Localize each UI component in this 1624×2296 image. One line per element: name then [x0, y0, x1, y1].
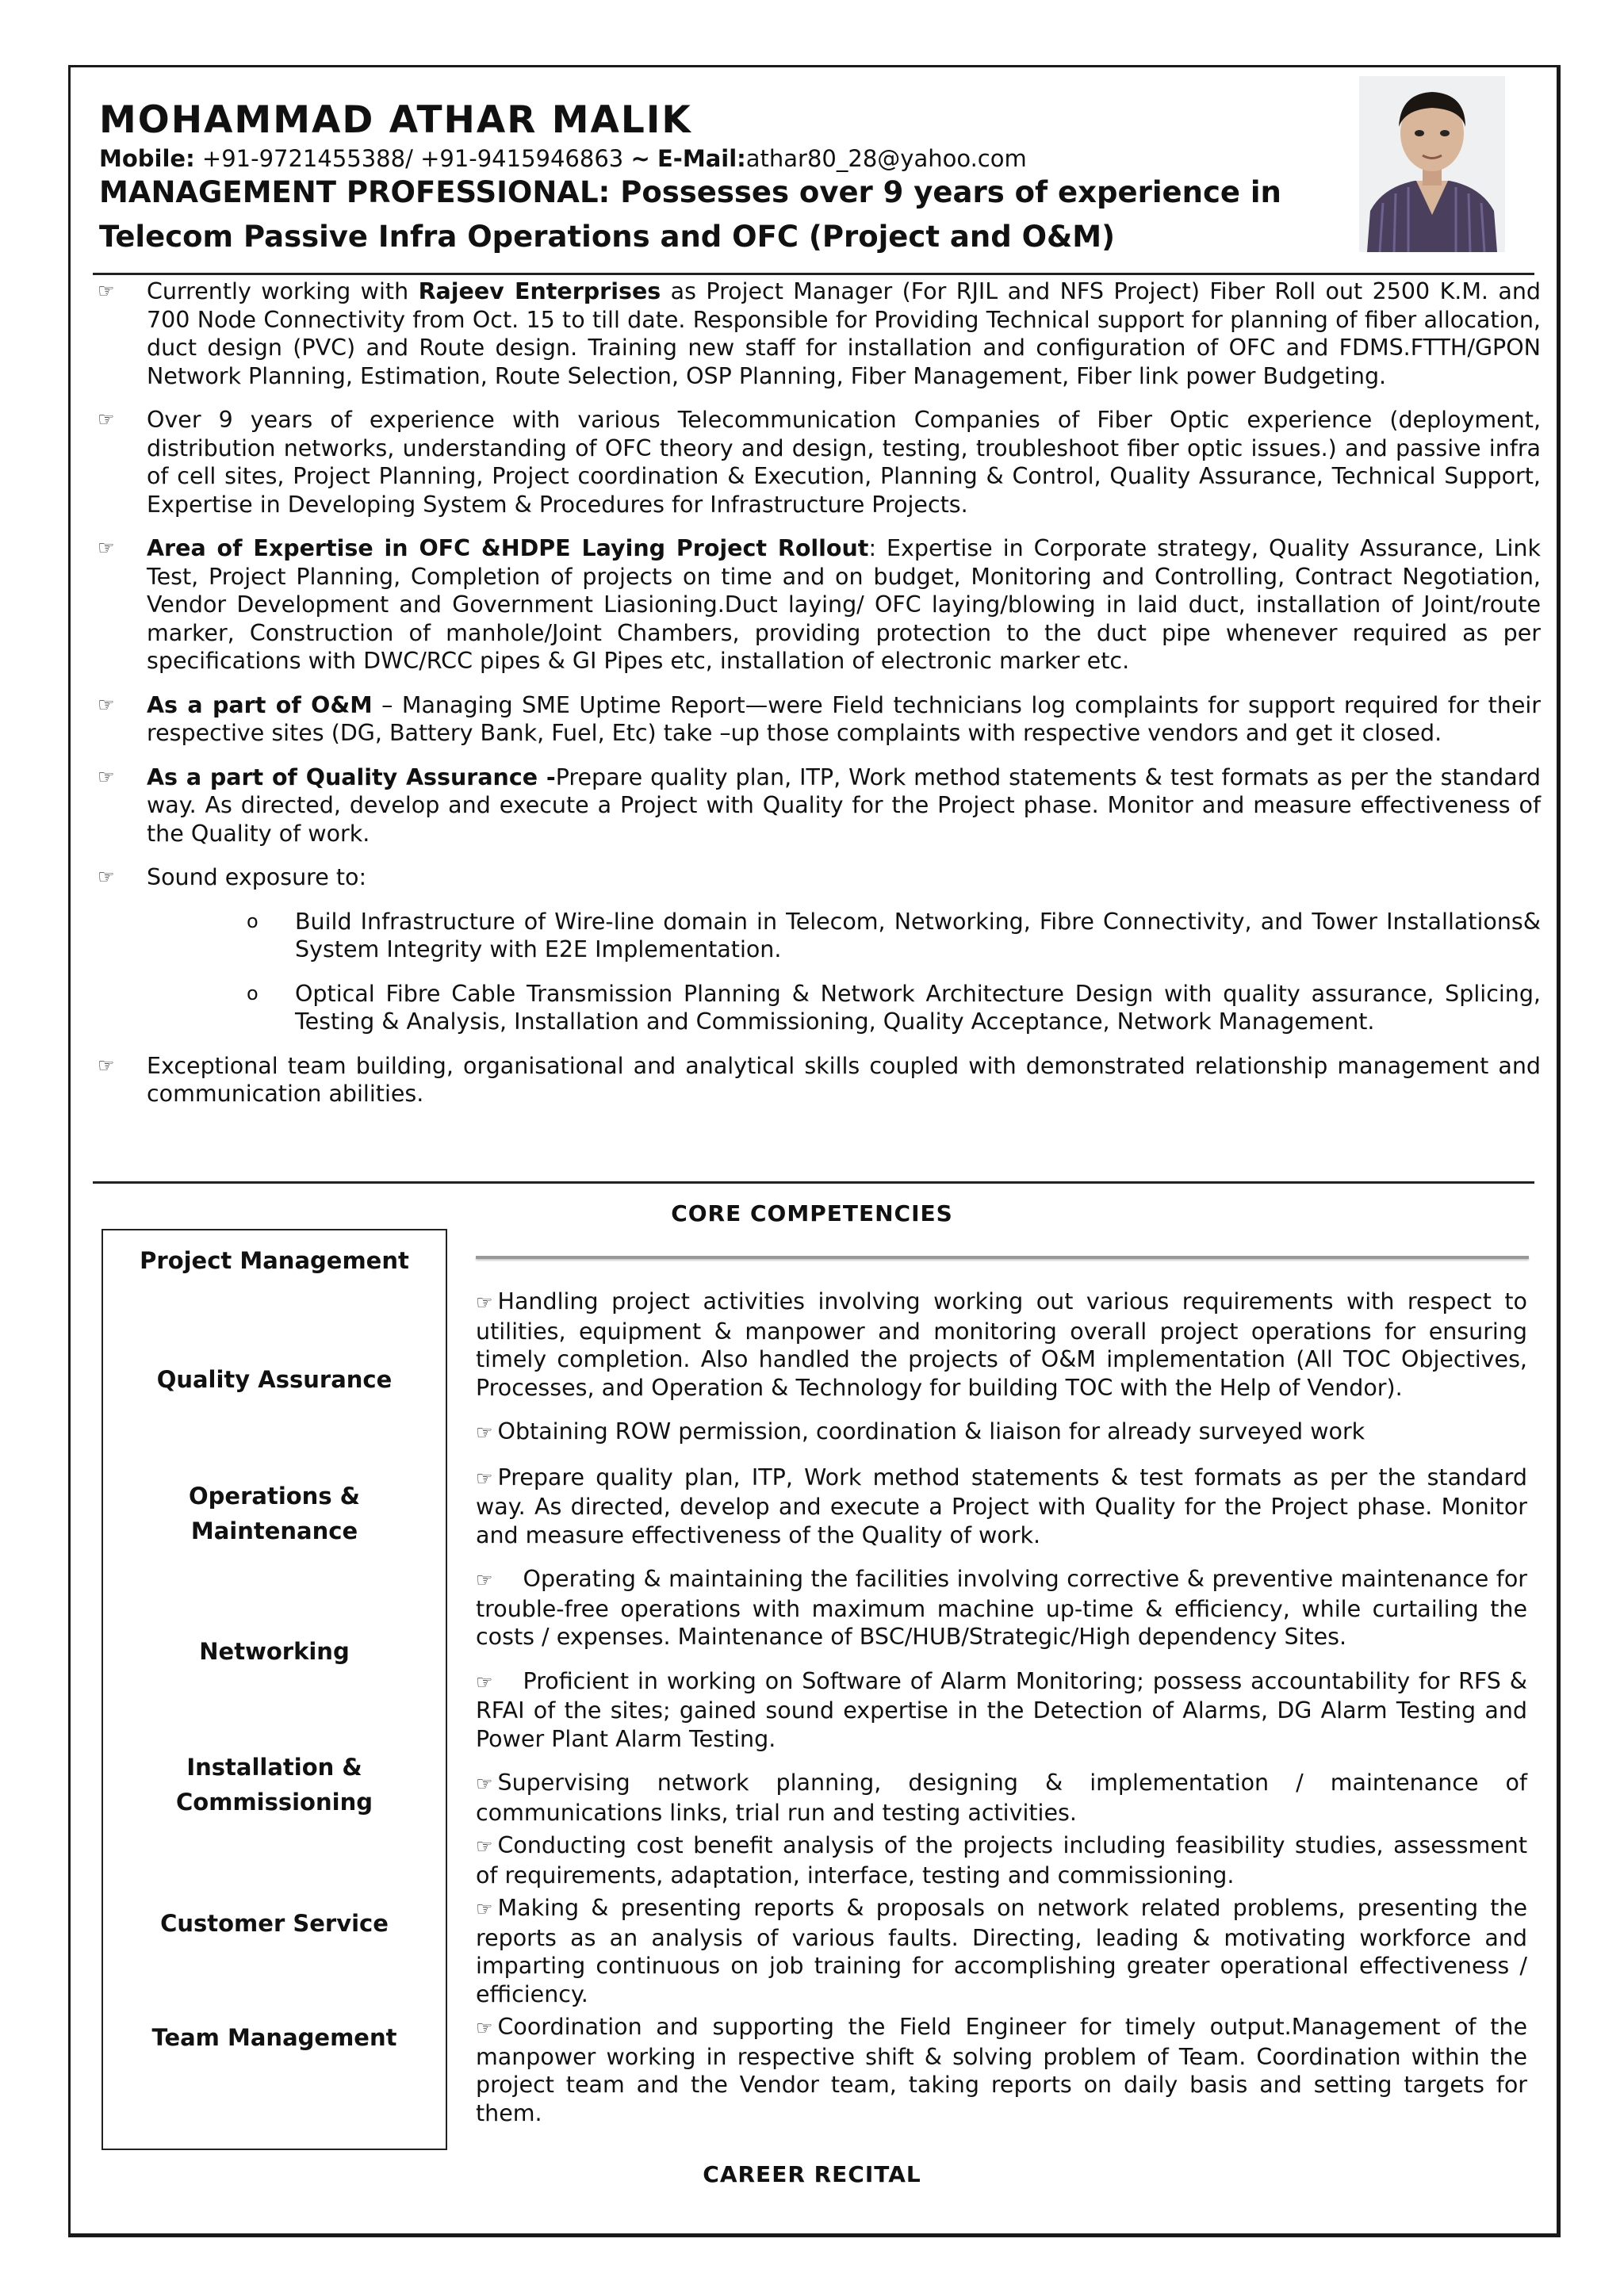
- section-divider: [93, 1181, 1534, 1184]
- competency-item: ☞ Operating & maintaining the facilities involving corrective & preventive maintenance for trouble-free operations with maximum machine up-time & efficiency, while curtailing the costs / expenses. Maintenance of BSC/HUB/Strategic/High dependency Sites.: [476, 1566, 1527, 1650]
- pointing-hand-icon: ☞: [98, 280, 115, 302]
- skill-quality-assurance: Quality Assurance: [156, 1366, 393, 1393]
- competency-item: ☞ Coordination and supporting the Field Engineer for timely output.Management of the manpower working in respective shift & solving problem of Team. Coordination within the project team and the Vendor team, taking reports on daily basis and setting targets for them.: [476, 2014, 1527, 2126]
- competency-item: ☞ Prepare quality plan, ITP, Work method statements & test formats as per the standard way. As directed, develop and execute a Project with Quality for the Project phase. Monitor and measure effectiveness of the Quality of work.: [476, 1464, 1527, 1548]
- mobile-numbers: +91-9721455388/ +91-9415946863: [201, 145, 624, 172]
- pointing-hand-icon: ☞: [476, 1422, 493, 1444]
- summary-subitem: o Build Infrastructure of Wire-line domain in Telecom, Networking, Fibre Connectivity, and Tower Installations& System Integrity with E2E Implementation.: [247, 908, 1541, 962]
- pointing-hand-icon: ☞: [476, 2017, 493, 2039]
- mobile-label: Mobile:: [99, 145, 195, 172]
- email-address[interactable]: athar80_28@yahoo.com: [745, 145, 1027, 172]
- core-divider: [476, 1256, 1529, 1259]
- summary-item: ☞ Sound exposure to:: [98, 864, 367, 890]
- core-competencies-list: [476, 1288, 1527, 2132]
- summary-item: ☞ Over 9 years of experience with various Telecommunication Companies of Fiber Optic experience (deployment, distribution networks, understanding of OFC theory and design, testing, troubleshoot fiber optic issues.) and passive infra of cell sites, Project Planning, Project coordination & Execution, Planning & Control, Quality Assurance, Technical Support, Expertise in Developing System & Procedures for Infrastructure Projects.: [98, 407, 1541, 518]
- pointing-hand-icon: ☞: [476, 1835, 493, 1858]
- contact-line: [99, 145, 1027, 172]
- skill-networking: Networking: [199, 1638, 350, 1665]
- skill-installation-commissioning: Installation & Commissioning: [176, 1754, 373, 1816]
- profile-summary: [93, 277, 1541, 1124]
- skill-customer-service: Customer Service: [160, 1910, 389, 1937]
- pointing-hand-icon: ☞: [476, 1670, 493, 1693]
- core-competencies-heading: CORE COMPETENCIES: [671, 1200, 953, 1226]
- pointing-hand-icon: ☞: [98, 866, 115, 888]
- professional-headline: [99, 170, 1336, 259]
- headline-line-1: MANAGEMENT PROFESSIONAL: Possesses over 9 years of experience in: [99, 175, 1281, 209]
- competency-item: ☞ Supervising network planning, designing & implementation / maintenance of communications links, trial run and testing activities.: [476, 1770, 1527, 1826]
- skill-operations-maintenance: Operations & Maintenance: [189, 1483, 360, 1544]
- skill-team-management: Team Management: [151, 2024, 397, 2051]
- header-divider: [93, 273, 1534, 275]
- pointing-hand-icon: ☞: [476, 1773, 493, 1795]
- competency-item: ☞ Making & presenting reports & proposals on network related problems, presenting the reports as an analysis of various faults. Directing, leading & motivating workforce and imparting continuous on job training for accomplishing greater operational effectiveness / efficiency.: [476, 1895, 1527, 2007]
- employer-name: Rajeev Enterprises: [418, 278, 661, 304]
- pointing-hand-icon: ☞: [476, 1569, 493, 1591]
- competency-item: ☞ Handling project activities involving working out various requirements with respect to utilities, equipment & manpower and monitoring overall project operations for ensuring timely completion. Also handled the projects of O&M implementation (All TOC Objectives, Processes, and Operation & Technology for building TOC with the Help of Vendor).: [476, 1288, 1527, 1401]
- candidate-name: MOHAMMAD ATHAR MALIK: [99, 98, 692, 142]
- profile-photo: [1359, 76, 1505, 252]
- pointing-hand-icon: ☞: [476, 1467, 493, 1490]
- pointing-hand-icon: ☞: [476, 1292, 493, 1314]
- headline-line-2: Telecom Passive Infra Operations and OFC (Project and O&M): [99, 220, 1116, 254]
- pointing-hand-icon: ☞: [98, 765, 115, 788]
- email-label: E-Mail:: [657, 145, 746, 172]
- pointing-hand-icon: ☞: [98, 408, 115, 430]
- pointing-hand-icon: ☞: [98, 1054, 115, 1077]
- skill-project-management: Project Management: [140, 1247, 409, 1274]
- circle-bullet-icon: o: [247, 909, 259, 932]
- competency-item: ☞ Conducting cost benefit analysis of the projects including feasibility studies, assessment of requirements, adaptation, interface, testing and commissioning.: [476, 1832, 1527, 1888]
- profile-photo-illustration: [1359, 76, 1505, 252]
- summary-item: ☞ Currently working with Rajeev Enterprises as Project Manager (For RJIL and NFS Project) Fiber Roll out 2500 K.M. and 700 Node Connectivity from Oct. 15 to till date. Responsible for Providing Technical support for planning of fiber allocation, duct design (PVC) and Route design. Training new staff for installation and configuration of OFC and FDMS.FTTH/GPON Network Planning, Estimation, Route Selection, OSP Planning, Fiber Management, Fiber link power Budgeting.: [98, 278, 1541, 389]
- contact-separator: ~: [630, 145, 650, 172]
- summary-subitem: o Optical Fibre Cable Transmission Planning & Network Architecture Design with quality assurance, Splicing, Testing & Analysis, Installation and Commissioning, Quality Acceptance, Network Management.: [247, 980, 1541, 1035]
- competency-item: ☞ Obtaining ROW permission, coordination & liaison for already surveyed work: [476, 1418, 1365, 1445]
- skills-box: [102, 1229, 447, 2150]
- pointing-hand-icon: ☞: [476, 1898, 493, 1920]
- career-recital-heading: CAREER RECITAL: [703, 2161, 921, 2187]
- summary-item: ☞ Area of Expertise in OFC &HDPE Laying Project Rollout: Expertise in Corporate strategy, Quality Assurance, Link Test, Project Planning, Completion of projects on time and on budget, Monitoring and Controlling, Contract Negotiation, Vendor Development and Government Liasioning.Duct laying/ OFC laying/blowing in laid duct, installation of Joint/route marker, Construction of manhole/Joint Chambers, providing protection to the duct pipe whenever required as per specifications with DWC/RCC pipes & GI Pipes etc, installation of electronic marker etc.: [98, 535, 1541, 674]
- competency-item: ☞ Proficient in working on Software of Alarm Monitoring; possess accountability for RFS & RFAI of the sites; gained sound expertise in the Detection of Alarms, DG Alarm Testing and Power Plant Alarm Testing.: [476, 1667, 1527, 1752]
- pointing-hand-icon: ☞: [98, 693, 115, 716]
- summary-item: ☞ Exceptional team building, organisational and analytical skills coupled with demonstrated relationship management and communication abilities.: [98, 1052, 1541, 1107]
- circle-bullet-icon: o: [247, 982, 259, 1004]
- summary-item: ☞ As a part of Quality Assurance -Prepare quality plan, ITP, Work method statements & test formats as per the standard way. As directed, develop and execute a Project with Quality for the Project phase. Monitor and measure effectiveness of the Quality of work.: [98, 763, 1541, 847]
- pointing-hand-icon: ☞: [98, 537, 115, 559]
- summary-item: ☞ As a part of O&M – Managing SME Uptime Report—were Field technicians log complaints for support required for their respective sites (DG, Battery Bank, Fuel, Etc) take –up those complaints with respective vendors and get it closed.: [98, 691, 1541, 746]
